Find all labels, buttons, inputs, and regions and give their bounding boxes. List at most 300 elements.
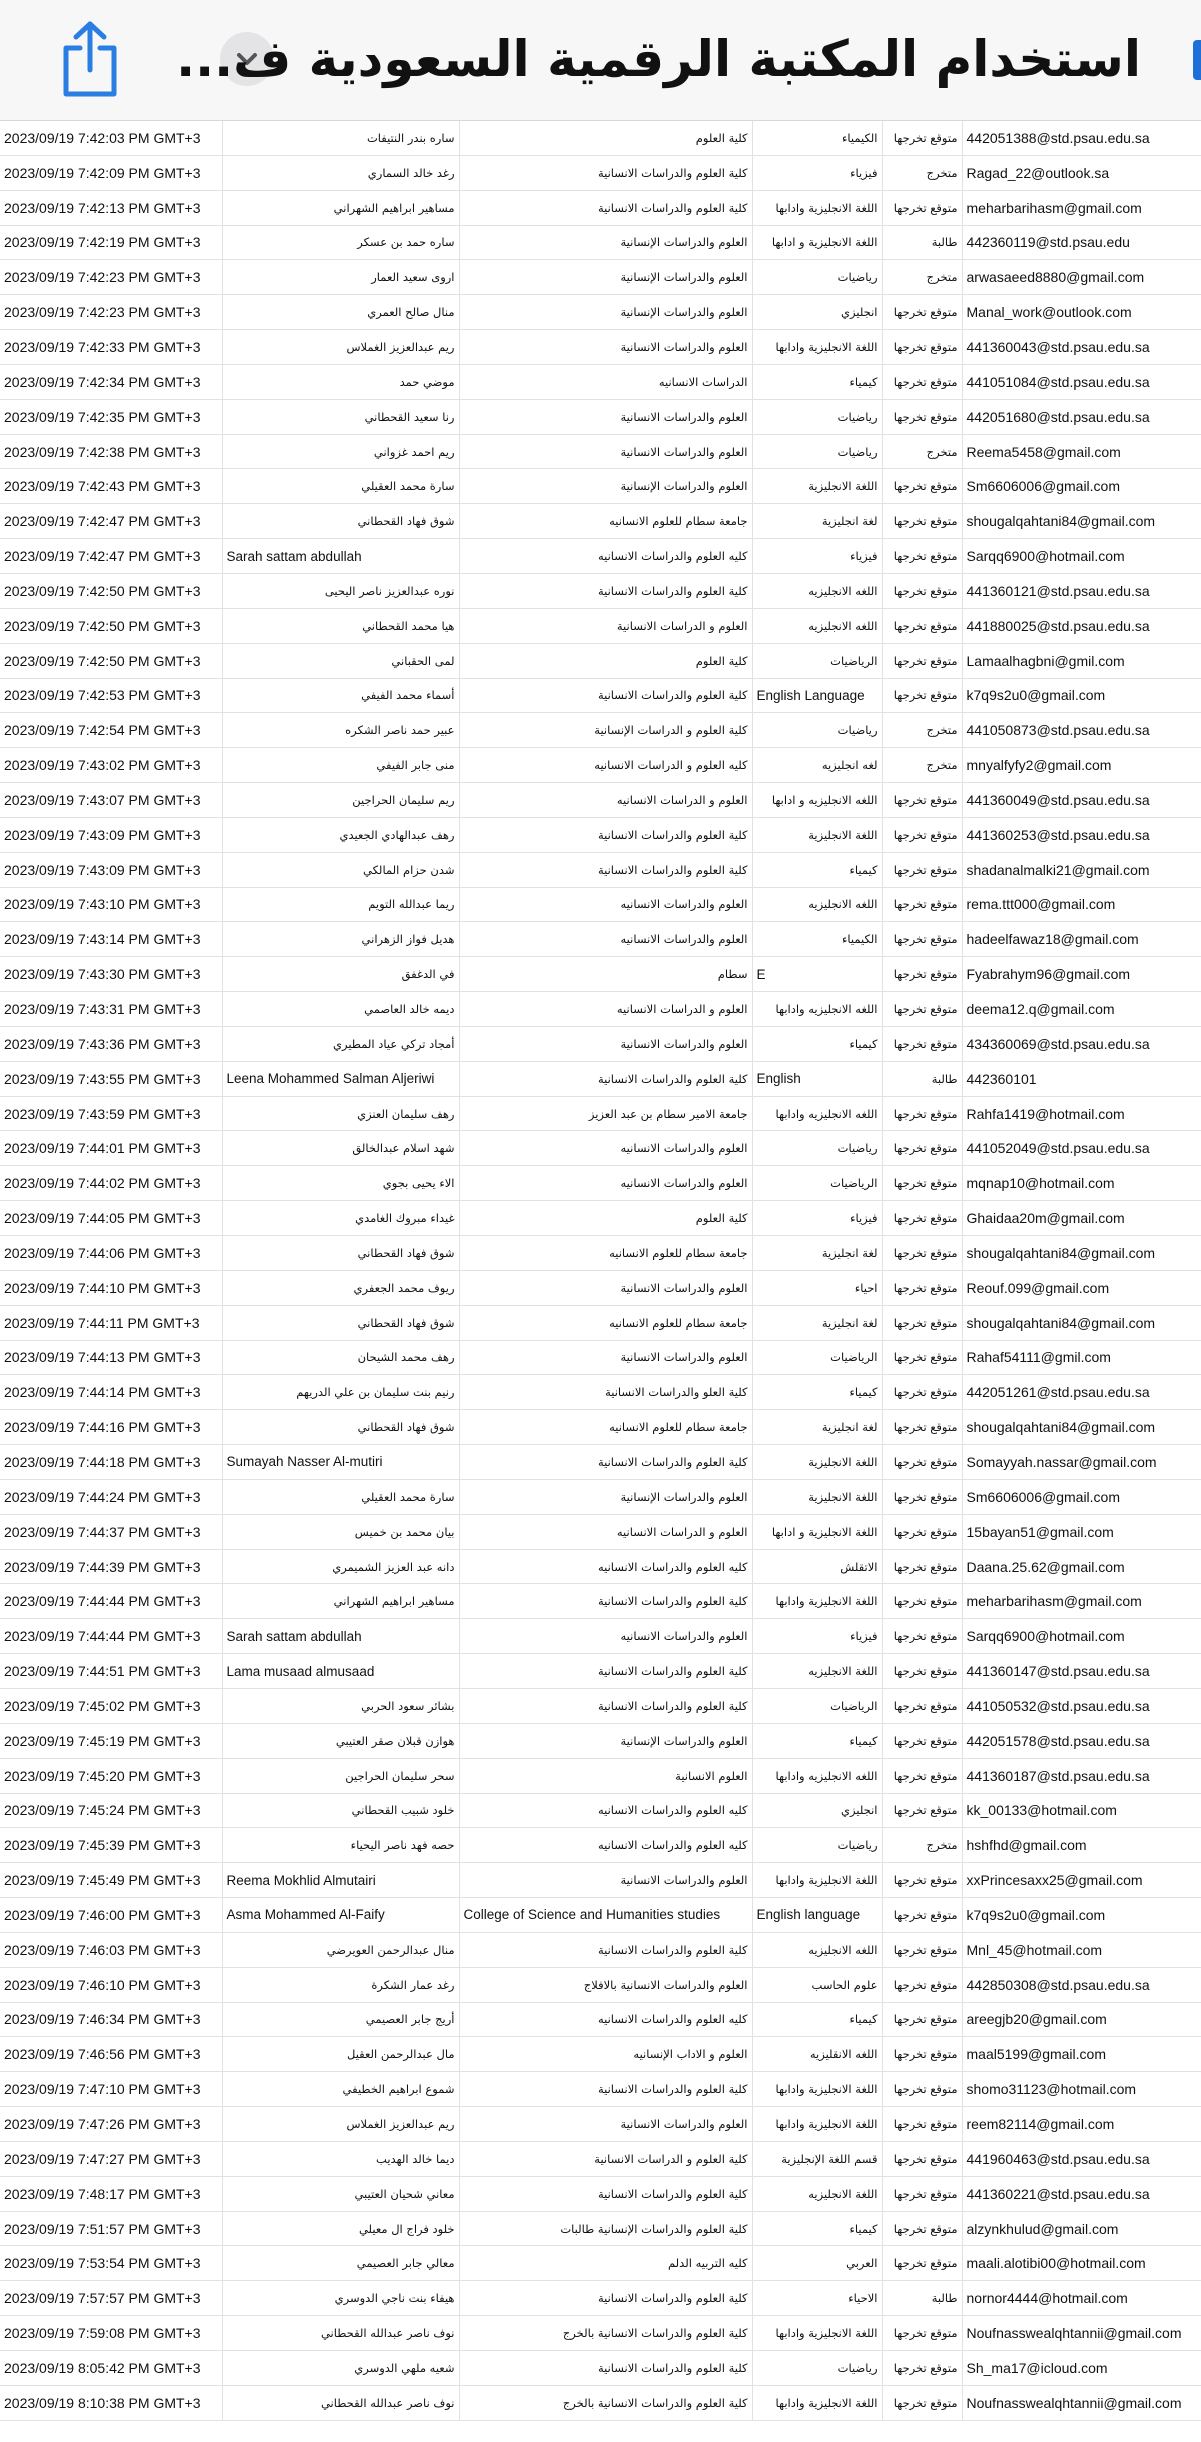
- email-cell[interactable]: k7q9s2u0@gmail.com: [962, 678, 1201, 713]
- name-cell[interactable]: رنيم بنت سليمان بن علي الدريهم: [222, 1375, 459, 1410]
- email-cell[interactable]: 442360119@std.psau.edu: [962, 225, 1201, 260]
- status-cell[interactable]: طالبة: [882, 225, 962, 260]
- major-cell[interactable]: احياء: [752, 1270, 882, 1305]
- name-cell[interactable]: نوف ناصر عبدالله القحطاني: [222, 2316, 459, 2351]
- timestamp-cell[interactable]: 2023/09/19 7:47:26 PM GMT+3: [0, 2107, 222, 2142]
- major-cell[interactable]: اللغة الانجليزيه: [752, 2176, 882, 2211]
- timestamp-cell[interactable]: 2023/09/19 7:57:57 PM GMT+3: [0, 2281, 222, 2316]
- college-cell[interactable]: كلية العلوم والدراسات الانسانية: [459, 1584, 752, 1619]
- college-cell[interactable]: كلية العلوم: [459, 1201, 752, 1236]
- major-cell[interactable]: اللغة الانجليزية: [752, 817, 882, 852]
- status-cell[interactable]: متوقع تخرجها: [882, 364, 962, 399]
- name-cell[interactable]: Reema Mokhlid Almutairi: [222, 1863, 459, 1898]
- status-cell[interactable]: متوقع تخرجها: [882, 852, 962, 887]
- timestamp-cell[interactable]: 2023/09/19 7:46:00 PM GMT+3: [0, 1898, 222, 1933]
- name-cell[interactable]: Sarah sattam abdullah: [222, 539, 459, 574]
- status-cell[interactable]: متوقع تخرجها: [882, 643, 962, 678]
- timestamp-cell[interactable]: 2023/09/19 7:43:59 PM GMT+3: [0, 1096, 222, 1131]
- college-cell[interactable]: كليه التربيه الدلم: [459, 2246, 752, 2281]
- college-cell[interactable]: العلوم والدراسات الانسانية: [459, 1026, 752, 1061]
- major-cell[interactable]: الرياضيات: [752, 1688, 882, 1723]
- name-cell[interactable]: Lama musaad almusaad: [222, 1654, 459, 1689]
- status-cell[interactable]: متوقع تخرجها: [882, 1932, 962, 1967]
- email-cell[interactable]: Sarqq6900@hotmail.com: [962, 539, 1201, 574]
- email-cell[interactable]: 441050873@std.psau.edu.sa: [962, 713, 1201, 748]
- name-cell[interactable]: ريوف محمد الجعفري: [222, 1270, 459, 1305]
- major-cell[interactable]: اللغة الانجليزية: [752, 1479, 882, 1514]
- status-cell[interactable]: متوقع تخرجها: [882, 1201, 962, 1236]
- major-cell[interactable]: رياضيات: [752, 434, 882, 469]
- name-cell[interactable]: حصه فهد ناصر اليحياء: [222, 1828, 459, 1863]
- status-cell[interactable]: متوقع تخرجها: [882, 1723, 962, 1758]
- major-cell[interactable]: اللغة الانجليزيه: [752, 1654, 882, 1689]
- college-cell[interactable]: العلوم و الدراسات الانسانيه: [459, 992, 752, 1027]
- timestamp-cell[interactable]: 2023/09/19 7:44:44 PM GMT+3: [0, 1584, 222, 1619]
- timestamp-cell[interactable]: 2023/09/19 7:44:14 PM GMT+3: [0, 1375, 222, 1410]
- status-cell[interactable]: متوقع تخرجها: [882, 2107, 962, 2142]
- college-cell[interactable]: العلوم والدراسات الإنسانية: [459, 1479, 752, 1514]
- name-cell[interactable]: رهف سليمان العنزي: [222, 1096, 459, 1131]
- name-cell[interactable]: شوق فهاد القحطاني: [222, 1236, 459, 1271]
- email-cell[interactable]: 442360101: [962, 1061, 1201, 1096]
- timestamp-cell[interactable]: 2023/09/19 7:44:24 PM GMT+3: [0, 1479, 222, 1514]
- email-cell[interactable]: Reouf.099@gmail.com: [962, 1270, 1201, 1305]
- status-cell[interactable]: متخرج: [882, 260, 962, 295]
- email-cell[interactable]: 442051578@std.psau.edu.sa: [962, 1723, 1201, 1758]
- major-cell[interactable]: رياضيات: [752, 1131, 882, 1166]
- status-cell[interactable]: متوقع تخرجها: [882, 1375, 962, 1410]
- name-cell[interactable]: خلود فراج ال معيلي: [222, 2211, 459, 2246]
- email-cell[interactable]: shomo31123@hotmail.com: [962, 2072, 1201, 2107]
- college-cell[interactable]: العلوم والدراسات الانسانية: [459, 1863, 752, 1898]
- email-cell[interactable]: Mnl_45@hotmail.com: [962, 1932, 1201, 1967]
- major-cell[interactable]: اللغه الانجليزيه وادابها: [752, 1758, 882, 1793]
- name-cell[interactable]: خلود شبيب القحطاني: [222, 1793, 459, 1828]
- email-cell[interactable]: 441360253@std.psau.edu.sa: [962, 817, 1201, 852]
- major-cell[interactable]: اللغه الانجليزيه: [752, 573, 882, 608]
- major-cell[interactable]: اللغه الانقليزيه: [752, 2037, 882, 2072]
- status-cell[interactable]: متوقع تخرجها: [882, 1479, 962, 1514]
- college-cell[interactable]: العلوم والدراسات الإنسانية: [459, 225, 752, 260]
- status-cell[interactable]: متوقع تخرجها: [882, 1514, 962, 1549]
- name-cell[interactable]: سحر سليمان الحراجين: [222, 1758, 459, 1793]
- timestamp-cell[interactable]: 2023/09/19 7:42:23 PM GMT+3: [0, 260, 222, 295]
- status-cell[interactable]: متوقع تخرجها: [882, 2246, 962, 2281]
- major-cell[interactable]: اللغة الانجليزية وادابها: [752, 2316, 882, 2351]
- timestamp-cell[interactable]: 2023/09/19 7:44:39 PM GMT+3: [0, 1549, 222, 1584]
- major-cell[interactable]: اللغة الانجليزية وادابها: [752, 2385, 882, 2420]
- timestamp-cell[interactable]: 2023/09/19 8:10:38 PM GMT+3: [0, 2385, 222, 2420]
- status-cell[interactable]: متوقع تخرجها: [882, 1236, 962, 1271]
- status-cell[interactable]: متوقع تخرجها: [882, 1340, 962, 1375]
- college-cell[interactable]: العلوم و الدراسات الانسانية: [459, 608, 752, 643]
- major-cell[interactable]: رياضيات: [752, 1828, 882, 1863]
- email-cell[interactable]: meharbarihasm@gmail.com: [962, 1584, 1201, 1619]
- email-cell[interactable]: mnyalfyfy2@gmail.com: [962, 748, 1201, 783]
- college-cell[interactable]: جامعة سطام للعلوم الانسانيه: [459, 1236, 752, 1271]
- major-cell[interactable]: فيزياء: [752, 539, 882, 574]
- major-cell[interactable]: اللغة الانجليزية و ادابها: [752, 225, 882, 260]
- email-cell[interactable]: shougalqahtani84@gmail.com: [962, 1410, 1201, 1445]
- major-cell[interactable]: كيمياء: [752, 2211, 882, 2246]
- college-cell[interactable]: كلية العلوم والدراسات الانسانية: [459, 573, 752, 608]
- status-cell[interactable]: متوقع تخرجها: [882, 2176, 962, 2211]
- status-cell[interactable]: متوقع تخرجها: [882, 2351, 962, 2386]
- major-cell[interactable]: انجليزي: [752, 1793, 882, 1828]
- college-cell[interactable]: كلية العلوم والدراسات الانسانية: [459, 678, 752, 713]
- name-cell[interactable]: ساره بندر النتيفات: [222, 121, 459, 155]
- email-cell[interactable]: Rahaf54111@gmil.com: [962, 1340, 1201, 1375]
- status-cell[interactable]: متوقع تخرجها: [882, 1305, 962, 1340]
- status-cell[interactable]: متوقع تخرجها: [882, 817, 962, 852]
- email-cell[interactable]: Daana.25.62@gmail.com: [962, 1549, 1201, 1584]
- email-cell[interactable]: shougalqahtani84@gmail.com: [962, 1236, 1201, 1271]
- timestamp-cell[interactable]: 2023/09/19 7:44:05 PM GMT+3: [0, 1201, 222, 1236]
- major-cell[interactable]: رياضيات: [752, 260, 882, 295]
- name-cell[interactable]: شموع ابراهيم الخطيفي: [222, 2072, 459, 2107]
- timestamp-cell[interactable]: 2023/09/19 7:42:34 PM GMT+3: [0, 364, 222, 399]
- timestamp-cell[interactable]: 2023/09/19 7:44:18 PM GMT+3: [0, 1445, 222, 1480]
- email-cell[interactable]: 441360049@std.psau.edu.sa: [962, 783, 1201, 818]
- email-cell[interactable]: 442051388@std.psau.edu.sa: [962, 121, 1201, 155]
- major-cell[interactable]: English: [752, 1061, 882, 1096]
- email-cell[interactable]: 441360121@std.psau.edu.sa: [962, 573, 1201, 608]
- timestamp-cell[interactable]: 2023/09/19 7:47:10 PM GMT+3: [0, 2072, 222, 2107]
- email-cell[interactable]: 442051680@std.psau.edu.sa: [962, 399, 1201, 434]
- email-cell[interactable]: Lamaalhagbni@gmil.com: [962, 643, 1201, 678]
- college-cell[interactable]: كليه العلوم و الدراسات الانسانيه: [459, 748, 752, 783]
- status-cell[interactable]: متوقع تخرجها: [882, 1549, 962, 1584]
- email-cell[interactable]: hshfhd@gmail.com: [962, 1828, 1201, 1863]
- timestamp-cell[interactable]: 2023/09/19 7:48:17 PM GMT+3: [0, 2176, 222, 2211]
- timestamp-cell[interactable]: 2023/09/19 7:42:54 PM GMT+3: [0, 713, 222, 748]
- status-cell[interactable]: متوقع تخرجها: [882, 504, 962, 539]
- name-cell[interactable]: Sumayah Nasser Al-mutiri: [222, 1445, 459, 1480]
- status-cell[interactable]: متوقع تخرجها: [882, 573, 962, 608]
- name-cell[interactable]: رهف محمد الشيحان: [222, 1340, 459, 1375]
- college-cell[interactable]: كلية العلوم والدراسات الانسانية: [459, 155, 752, 190]
- email-cell[interactable]: Somayyah.nassar@gmail.com: [962, 1445, 1201, 1480]
- college-cell[interactable]: العلوم والدراسات الانسانيه: [459, 1619, 752, 1654]
- status-cell[interactable]: متوقع تخرجها: [882, 1445, 962, 1480]
- email-cell[interactable]: deema12.q@gmail.com: [962, 992, 1201, 1027]
- status-cell[interactable]: متوقع تخرجها: [882, 1898, 962, 1933]
- college-cell[interactable]: كليه العلوم والدراسات الانسانيه: [459, 1549, 752, 1584]
- name-cell[interactable]: ريم عبدالعزيز الغملاس: [222, 2107, 459, 2142]
- name-cell[interactable]: هديل فواز الزهراني: [222, 922, 459, 957]
- college-cell[interactable]: العلوم والدراسات الانسانيه: [459, 922, 752, 957]
- email-cell[interactable]: Manal_work@outlook.com: [962, 295, 1201, 330]
- name-cell[interactable]: رنا سعيد القحطاني: [222, 399, 459, 434]
- college-cell[interactable]: كليه العلوم والدراسات الانسانيه: [459, 1793, 752, 1828]
- college-cell[interactable]: العلوم والدراسات الانسانية: [459, 399, 752, 434]
- college-cell[interactable]: كلية العلوم والدراسات الانسانية: [459, 2176, 752, 2211]
- college-cell[interactable]: كلية العلوم والدراسات الانسانية: [459, 817, 752, 852]
- major-cell[interactable]: اللغة الانجليزية وادابها: [752, 1863, 882, 1898]
- name-cell[interactable]: ريم عبدالعزيز الغملاس: [222, 330, 459, 365]
- email-cell[interactable]: hadeelfawaz18@gmail.com: [962, 922, 1201, 957]
- status-cell[interactable]: متوقع تخرجها: [882, 469, 962, 504]
- name-cell[interactable]: في الدغفق: [222, 957, 459, 992]
- name-cell[interactable]: ساره حمد بن عسكر: [222, 225, 459, 260]
- timestamp-cell[interactable]: 2023/09/19 7:42:09 PM GMT+3: [0, 155, 222, 190]
- email-cell[interactable]: areegjb20@gmail.com: [962, 2002, 1201, 2037]
- email-cell[interactable]: 441360147@std.psau.edu.sa: [962, 1654, 1201, 1689]
- major-cell[interactable]: اللغة الانجليزية وادابها: [752, 190, 882, 225]
- status-cell[interactable]: متوقع تخرجها: [882, 1793, 962, 1828]
- college-cell[interactable]: كلية العلوم و الدراسات الانسانية: [459, 2141, 752, 2176]
- name-cell[interactable]: رغد عمار الشكرة: [222, 1967, 459, 2002]
- timestamp-cell[interactable]: 2023/09/19 7:43:14 PM GMT+3: [0, 922, 222, 957]
- college-cell[interactable]: العلوم والدراسات الانسانية: [459, 1340, 752, 1375]
- college-cell[interactable]: كلية العلوم والدراسات الانسانية: [459, 852, 752, 887]
- college-cell[interactable]: كلية العلوم والدراسات الانسانية: [459, 1654, 752, 1689]
- major-cell[interactable]: اللغة الانجليزية وادابها: [752, 330, 882, 365]
- major-cell[interactable]: كيمياء: [752, 1026, 882, 1061]
- timestamp-cell[interactable]: 2023/09/19 7:45:20 PM GMT+3: [0, 1758, 222, 1793]
- status-cell[interactable]: متوقع تخرجها: [882, 1758, 962, 1793]
- status-cell[interactable]: متوقع تخرجها: [882, 1096, 962, 1131]
- timestamp-cell[interactable]: 2023/09/19 7:44:06 PM GMT+3: [0, 1236, 222, 1271]
- email-cell[interactable]: 15bayan51@gmail.com: [962, 1514, 1201, 1549]
- timestamp-cell[interactable]: 2023/09/19 7:44:44 PM GMT+3: [0, 1619, 222, 1654]
- college-cell[interactable]: العلوم والدراسات الانسانية: [459, 1270, 752, 1305]
- email-cell[interactable]: xxPrincesaxx25@gmail.com: [962, 1863, 1201, 1898]
- major-cell[interactable]: E: [752, 957, 882, 992]
- college-cell[interactable]: العلوم و الدراسات الانسانيه: [459, 783, 752, 818]
- college-cell[interactable]: العلوم والدراسات الانسانية: [459, 330, 752, 365]
- email-cell[interactable]: Noufnasswealqhtannii@gmail.com: [962, 2316, 1201, 2351]
- name-cell[interactable]: اروى سعيد العمار: [222, 260, 459, 295]
- name-cell[interactable]: سارة محمد العقيلي: [222, 1479, 459, 1514]
- timestamp-cell[interactable]: 2023/09/19 7:43:09 PM GMT+3: [0, 817, 222, 852]
- name-cell[interactable]: شدن حزام المالكي: [222, 852, 459, 887]
- major-cell[interactable]: الرياضيات: [752, 643, 882, 678]
- name-cell[interactable]: أريج جابر العصيمي: [222, 2002, 459, 2037]
- timestamp-cell[interactable]: 2023/09/19 7:46:34 PM GMT+3: [0, 2002, 222, 2037]
- timestamp-cell[interactable]: 2023/09/19 7:44:10 PM GMT+3: [0, 1270, 222, 1305]
- college-cell[interactable]: العلوم والدراسات الانسانيه: [459, 1131, 752, 1166]
- timestamp-cell[interactable]: 2023/09/19 7:42:23 PM GMT+3: [0, 295, 222, 330]
- status-cell[interactable]: متخرج: [882, 748, 962, 783]
- email-cell[interactable]: Reema5458@gmail.com: [962, 434, 1201, 469]
- email-cell[interactable]: Rahfa1419@hotmail.com: [962, 1096, 1201, 1131]
- college-cell[interactable]: جامعة سطام للعلوم الانسانيه: [459, 1305, 752, 1340]
- name-cell[interactable]: رغد خالد السماري: [222, 155, 459, 190]
- timestamp-cell[interactable]: 2023/09/19 7:44:13 PM GMT+3: [0, 1340, 222, 1375]
- email-cell[interactable]: alzynkhulud@gmail.com: [962, 2211, 1201, 2246]
- college-cell[interactable]: العلوم والدراسات الانسانية بالافلاج: [459, 1967, 752, 2002]
- major-cell[interactable]: رياضيات: [752, 2351, 882, 2386]
- email-cell[interactable]: k7q9s2u0@gmail.com: [962, 1898, 1201, 1933]
- timestamp-cell[interactable]: 2023/09/19 7:43:55 PM GMT+3: [0, 1061, 222, 1096]
- college-cell[interactable]: كليه العلوم والدراسات الانسانيه: [459, 2002, 752, 2037]
- status-cell[interactable]: متوقع تخرجها: [882, 678, 962, 713]
- college-cell[interactable]: العلوم والدراسات الانسانيه: [459, 887, 752, 922]
- name-cell[interactable]: شعيه ملهي الدوسري: [222, 2351, 459, 2386]
- status-cell[interactable]: متوقع تخرجها: [882, 190, 962, 225]
- email-cell[interactable]: shougalqahtani84@gmail.com: [962, 504, 1201, 539]
- name-cell[interactable]: مساهير ابراهيم الشهراني: [222, 190, 459, 225]
- name-cell[interactable]: ديما خالد الهديب: [222, 2141, 459, 2176]
- email-cell[interactable]: kk_00133@hotmail.com: [962, 1793, 1201, 1828]
- college-cell[interactable]: كلية العلوم والدراسات الانسانية: [459, 2351, 752, 2386]
- status-cell[interactable]: متوقع تخرجها: [882, 2316, 962, 2351]
- timestamp-cell[interactable]: 2023/09/19 7:46:03 PM GMT+3: [0, 1932, 222, 1967]
- email-cell[interactable]: Sm6606006@gmail.com: [962, 1479, 1201, 1514]
- status-cell[interactable]: متوقع تخرجها: [882, 1026, 962, 1061]
- timestamp-cell[interactable]: 2023/09/19 7:44:11 PM GMT+3: [0, 1305, 222, 1340]
- name-cell[interactable]: هيفاء بنت ناجي الدوسري: [222, 2281, 459, 2316]
- status-cell[interactable]: متوقع تخرجها: [882, 399, 962, 434]
- timestamp-cell[interactable]: 2023/09/19 7:45:39 PM GMT+3: [0, 1828, 222, 1863]
- major-cell[interactable]: لغه انجليزيه: [752, 748, 882, 783]
- college-cell[interactable]: كلية العلوم والدراسات الانسانية: [459, 1932, 752, 1967]
- name-cell[interactable]: لمى الحقباني: [222, 643, 459, 678]
- major-cell[interactable]: اللغه الانجليزيه: [752, 608, 882, 643]
- major-cell[interactable]: اللغة الانجليزية: [752, 1445, 882, 1480]
- major-cell[interactable]: لغة انجليزية: [752, 1236, 882, 1271]
- college-cell[interactable]: سطام: [459, 957, 752, 992]
- major-cell[interactable]: لغة انجليزية: [752, 1305, 882, 1340]
- email-cell[interactable]: Sarqq6900@hotmail.com: [962, 1619, 1201, 1654]
- name-cell[interactable]: ريما عبدالله التويم: [222, 887, 459, 922]
- timestamp-cell[interactable]: 2023/09/19 7:43:09 PM GMT+3: [0, 852, 222, 887]
- email-cell[interactable]: 434360069@std.psau.edu.sa: [962, 1026, 1201, 1061]
- timestamp-cell[interactable]: 2023/09/19 7:53:54 PM GMT+3: [0, 2246, 222, 2281]
- timestamp-cell[interactable]: 2023/09/19 7:42:43 PM GMT+3: [0, 469, 222, 504]
- timestamp-cell[interactable]: 2023/09/19 7:45:49 PM GMT+3: [0, 1863, 222, 1898]
- major-cell[interactable]: الرياضيات: [752, 1340, 882, 1375]
- status-cell[interactable]: متوقع تخرجها: [882, 1863, 962, 1898]
- timestamp-cell[interactable]: 2023/09/19 7:51:57 PM GMT+3: [0, 2211, 222, 2246]
- email-cell[interactable]: maal5199@gmail.com: [962, 2037, 1201, 2072]
- timestamp-cell[interactable]: 2023/09/19 7:43:36 PM GMT+3: [0, 1026, 222, 1061]
- major-cell[interactable]: اللغة الانجليزية: [752, 469, 882, 504]
- status-cell[interactable]: متخرج: [882, 1828, 962, 1863]
- major-cell[interactable]: فيزياء: [752, 155, 882, 190]
- major-cell[interactable]: اللغه الانجليزيه وادابها: [752, 992, 882, 1027]
- timestamp-cell[interactable]: 2023/09/19 7:44:16 PM GMT+3: [0, 1410, 222, 1445]
- name-cell[interactable]: شوق فهاد القحطاني: [222, 1410, 459, 1445]
- timestamp-cell[interactable]: 2023/09/19 7:42:50 PM GMT+3: [0, 573, 222, 608]
- timestamp-cell[interactable]: 2023/09/19 7:42:53 PM GMT+3: [0, 678, 222, 713]
- status-cell[interactable]: متوقع تخرجها: [882, 992, 962, 1027]
- status-cell[interactable]: متوقع تخرجها: [882, 1688, 962, 1723]
- major-cell[interactable]: قسم اللغة الإنجليزية: [752, 2141, 882, 2176]
- timestamp-cell[interactable]: 2023/09/19 7:42:13 PM GMT+3: [0, 190, 222, 225]
- college-cell[interactable]: كلية العلوم: [459, 121, 752, 155]
- major-cell[interactable]: اللغه الانجليزيه: [752, 887, 882, 922]
- email-cell[interactable]: 441051084@std.psau.edu.sa: [962, 364, 1201, 399]
- college-cell[interactable]: كلية العلو والدراسات الانسانية: [459, 1375, 752, 1410]
- email-cell[interactable]: 441360221@std.psau.edu.sa: [962, 2176, 1201, 2211]
- timestamp-cell[interactable]: 2023/09/19 7:42:03 PM GMT+3: [0, 121, 222, 155]
- status-cell[interactable]: متوقع تخرجها: [882, 1166, 962, 1201]
- status-cell[interactable]: متوقع تخرجها: [882, 922, 962, 957]
- status-cell[interactable]: متوقع تخرجها: [882, 2141, 962, 2176]
- major-cell[interactable]: كيمياء: [752, 1375, 882, 1410]
- college-cell[interactable]: جامعة الامير سطام بن عبد العزيز: [459, 1096, 752, 1131]
- status-cell[interactable]: متوقع تخرجها: [882, 957, 962, 992]
- email-cell[interactable]: arwasaeed8880@gmail.com: [962, 260, 1201, 295]
- status-cell[interactable]: متوقع تخرجها: [882, 2037, 962, 2072]
- email-cell[interactable]: Sh_ma17@icloud.com: [962, 2351, 1201, 2386]
- major-cell[interactable]: اللغة الانجليزية وادابها: [752, 2072, 882, 2107]
- timestamp-cell[interactable]: 2023/09/19 7:43:10 PM GMT+3: [0, 887, 222, 922]
- college-cell[interactable]: جامعة سطام للعلوم الانسانيه: [459, 1410, 752, 1445]
- email-cell[interactable]: mqnap10@hotmail.com: [962, 1166, 1201, 1201]
- status-cell[interactable]: متوقع تخرجها: [882, 1619, 962, 1654]
- name-cell[interactable]: شوق فهاد القحطاني: [222, 504, 459, 539]
- email-cell[interactable]: reem82114@gmail.com: [962, 2107, 1201, 2142]
- status-cell[interactable]: متوقع تخرجها: [882, 1410, 962, 1445]
- major-cell[interactable]: انجليزي: [752, 295, 882, 330]
- email-cell[interactable]: 441050532@std.psau.edu.sa: [962, 1688, 1201, 1723]
- college-cell[interactable]: كلية العلوم والدراسات الانسانية: [459, 2281, 752, 2316]
- email-cell[interactable]: 441360187@std.psau.edu.sa: [962, 1758, 1201, 1793]
- timestamp-cell[interactable]: 2023/09/19 8:05:42 PM GMT+3: [0, 2351, 222, 2386]
- status-cell[interactable]: متوقع تخرجها: [882, 2385, 962, 2420]
- email-cell[interactable]: Sm6606006@gmail.com: [962, 469, 1201, 504]
- college-cell[interactable]: العلوم والدراسات الإنسانية: [459, 295, 752, 330]
- college-cell[interactable]: College of Science and Humanities studies: [459, 1898, 752, 1933]
- status-cell[interactable]: متوقع تخرجها: [882, 539, 962, 574]
- name-cell[interactable]: ريم سليمان الحراجين: [222, 783, 459, 818]
- timestamp-cell[interactable]: 2023/09/19 7:42:19 PM GMT+3: [0, 225, 222, 260]
- timestamp-cell[interactable]: 2023/09/19 7:46:56 PM GMT+3: [0, 2037, 222, 2072]
- email-cell[interactable]: shougalqahtani84@gmail.com: [962, 1305, 1201, 1340]
- name-cell[interactable]: Leena Mohammed Salman Aljeriwi: [222, 1061, 459, 1096]
- status-cell[interactable]: متوقع تخرجها: [882, 1270, 962, 1305]
- name-cell[interactable]: Sarah sattam abdullah: [222, 1619, 459, 1654]
- college-cell[interactable]: كلية العلوم و الدراسات الإنسانية: [459, 713, 752, 748]
- timestamp-cell[interactable]: 2023/09/19 7:44:02 PM GMT+3: [0, 1166, 222, 1201]
- major-cell[interactable]: الرياضيات: [752, 1166, 882, 1201]
- college-cell[interactable]: كلية العلوم: [459, 643, 752, 678]
- timestamp-cell[interactable]: 2023/09/19 7:44:51 PM GMT+3: [0, 1654, 222, 1689]
- college-cell[interactable]: كلية العلوم والدراسات الانسانية: [459, 2072, 752, 2107]
- name-cell[interactable]: الاء يحيى بجوي: [222, 1166, 459, 1201]
- major-cell[interactable]: الاحياء: [752, 2281, 882, 2316]
- college-cell[interactable]: العلوم والدراسات الانسانيه: [459, 1166, 752, 1201]
- major-cell[interactable]: فيزياء: [752, 1201, 882, 1236]
- email-cell[interactable]: shadanalmalki21@gmail.com: [962, 852, 1201, 887]
- email-cell[interactable]: maali.alotibi00@hotmail.com: [962, 2246, 1201, 2281]
- major-cell[interactable]: الكيمياء: [752, 922, 882, 957]
- name-cell[interactable]: أمجاد تركي عياد المطيري: [222, 1026, 459, 1061]
- college-cell[interactable]: كليه العلوم والدراسات الانسانيه: [459, 1828, 752, 1863]
- email-cell[interactable]: meharbarihasm@gmail.com: [962, 190, 1201, 225]
- major-cell[interactable]: كيمياء: [752, 364, 882, 399]
- college-cell[interactable]: كلية العلوم والدراسات الانسانية بالخرج: [459, 2316, 752, 2351]
- major-cell[interactable]: العربي: [752, 2246, 882, 2281]
- status-cell[interactable]: متوقع تخرجها: [882, 2072, 962, 2107]
- major-cell[interactable]: الاتقلش: [752, 1549, 882, 1584]
- email-cell[interactable]: 442051261@std.psau.edu.sa: [962, 1375, 1201, 1410]
- college-cell[interactable]: العلوم والدراسات الانسانية: [459, 2107, 752, 2142]
- name-cell[interactable]: شوق فهاد القحطاني: [222, 1305, 459, 1340]
- name-cell[interactable]: عبير حمد ناصر الشكره: [222, 713, 459, 748]
- name-cell[interactable]: بشائر سعود الحربي: [222, 1688, 459, 1723]
- status-cell[interactable]: متوقع تخرجها: [882, 2002, 962, 2037]
- email-cell[interactable]: 441360043@std.psau.edu.sa: [962, 330, 1201, 365]
- status-cell[interactable]: متوقع تخرجها: [882, 2211, 962, 2246]
- major-cell[interactable]: لغة انجليزية: [752, 1410, 882, 1445]
- name-cell[interactable]: نوف ناصر عبدالله القحطاني: [222, 2385, 459, 2420]
- status-cell[interactable]: متخرج: [882, 713, 962, 748]
- timestamp-cell[interactable]: 2023/09/19 7:42:47 PM GMT+3: [0, 539, 222, 574]
